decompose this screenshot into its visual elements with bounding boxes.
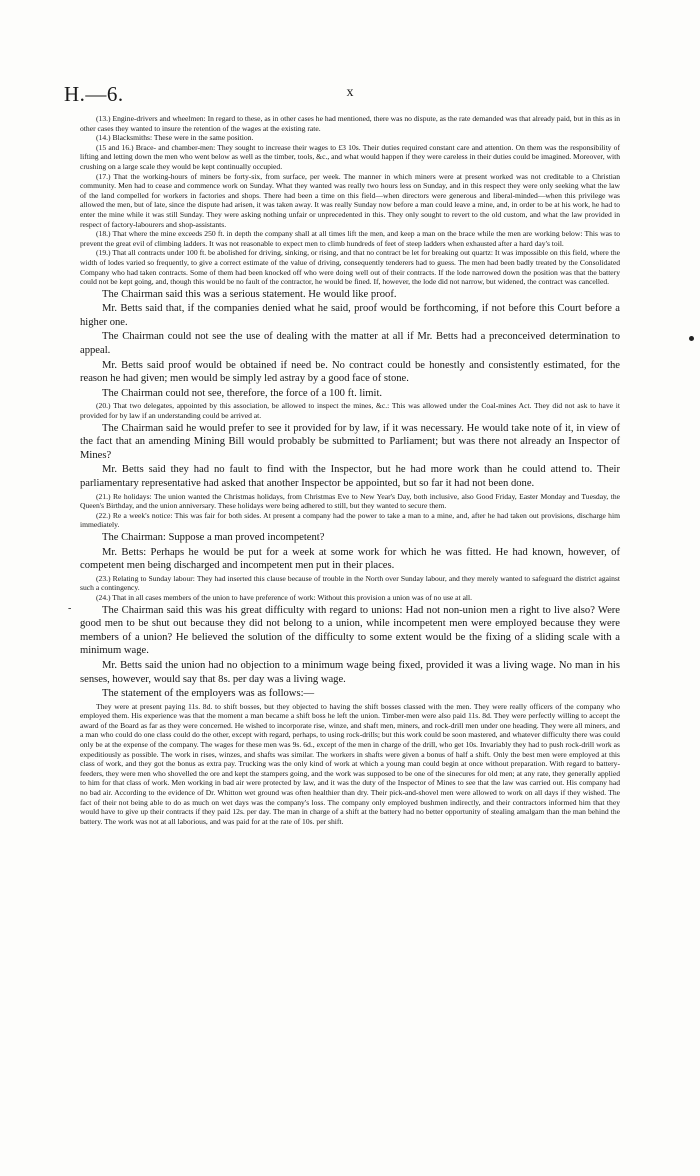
minutes-paragraph: (21.) Re holidays: The union wanted the Christmas holidays, from Christmas Eve to New Year's Day, both inclusive, also Good Friday, Easter Monday and Tuesday, the Queen's Birthday, and the union anniversary. These holidays were being adhered to still, but they wanted to secure them.: [80, 491, 620, 511]
minutes-paragraph: (24.) That in all cases members of the union to have preference of work: Without this provision a union was of no use at all.: [96, 592, 473, 602]
discussion-paragraph: The Chairman said this was a serious statement. He would like proof.: [102, 288, 397, 300]
minutes-paragraph: (14.) Blacksmiths: These were in the same position.: [96, 133, 254, 143]
page-header: [64, 82, 636, 106]
margin-dash: -: [68, 603, 72, 614]
minutes-paragraph: (20.) That two delegates, appointed by this association, be allowed to inspect the mines, &c.: This was allowed under the Coal-mines Act. They did not ask to have it provided for by law if an understanding could be arrived at.: [80, 401, 620, 421]
minutes-paragraph: (15 and 16.) Brace- and chamber-men: They sought to increase their wages to £3 10s. Their duties required constant care and attention. On them was the responsibility of lifting and letting down the men who went below as well as the timber, tools, &c., and what would happen if they were careless in their duties could be imagined. Moreover, with crushing on a large scale they would be kept continually occupied.: [80, 142, 620, 171]
minutes-paragraph: They were at present paying 11s. 8d. to shift bosses, but they objected to having the shift bosses classed with the men. They were really officers of the company who employed them. His experience was that the moment a man became a shift boss he left the union. Timber-men were also paid 11s. 8d. They were perfectly willing to accept the award of the Board as far as they were concerned. He wished to incorporate rise, winze, and shaft men, miners, and rock-drill men under one heading. They were all miners, and a man who could do one class could do the other, except with regard, perhaps, to using rock-drills; but this work could be soon mastered, and whatever difficulty there was could only be at the expense of the company. The wages for these men was 9s. 6d., except of the men in charge of the drill, who get 10s. Invariably they had to push rock-drill work as expeditiously as possible. The work in rises, winzes, and shafts was similar. The workers in shafts were given a bonus of half a shift. Only the best men were employed at this class of work, and they got the bonus as extra pay. Trucking was the only kind of work at which a young man could begin at once without preparation. With regard to battery-feeders, they were men who shovelled the ore and kept the stampers going, and the work was supposed to be one of the sinecures for old men; at any rate, they generally applied to him for that class of work. Men working in bad air were protected by law, and it was the duty of the Inspector of Mines to see that the law was carried out. His company had no bad air. According to the evidence of Dr. Whitton wet ground was often healthier than dry. Their pick-and-shovel men were allowed to work on all days if they wished. The fact of their not being able to do as much on wet days was the company's loss. The company only employed bushmen indirectly, and their contractors informed him that they would have to give up their contracts if they paid 12s. per day. The man in charge of a shift at the battery had no better opportunity of stealing amalgam than the man behind the battery. The work was not at all laborious, and was paid for at the rate of 10s. per shift.: [80, 701, 620, 826]
discussion-paragraph: Mr. Betts said the union had no objection to a minimum wage being fixed, provided it was a living wage. No man in his senses, however, would say that 8s. per day was a living wage.: [80, 659, 620, 685]
discussion-paragraph: The Chairman could not see the use of dealing with the matter at all if Mr. Betts had a preconceived determination to appeal.: [80, 331, 620, 357]
discussion-paragraph: The Chairman said this was his great difficulty with regard to unions: Had not non-union men a right to live also? Were good men to be shut out because they did not belong to a union, while incompetent men were employed because they were members of a union? He believed the solution of the difficulty to some extent would be the fixing of a sliding scale with a minimum wage.: [80, 604, 620, 657]
page-reference: H.—6.: [64, 82, 124, 106]
minutes-paragraph: (19.) That all contracts under 100 ft. be abolished for driving, sinking, or rising, and that no contract be let for breaking out quartz: It was impossible on this field, where the width of lodes varied so frequently, to give a correct estimate of the value of driving, consequently tenderers had to guess. The men had been badly treated by the Consolidated Company who had taken contracts. Some of them had been knocked off who were doing well out of their contracts. If the lode narrowed down the position was that the battery could not be kept going, and, though this would be no fault of the contractor, he would be fined. If, however, the lode did not narrow, but widened, the contract was cancelled.: [80, 248, 620, 287]
minutes-paragraph: (18.) That where the mine exceeds 250 ft. in depth the company shall at all times lift the men, and keep a man on the brace while the men are working below: This was to prevent the great evil of climbing ladders. It was not reasonable to expect men to climb hundreds of feet of steep ladders when exhausted after a hard day's toil.: [80, 229, 620, 248]
minutes-paragraph: (23.) Relating to Sunday labour: They had inserted this clause because of trouble in the North over Sunday labour, and they merely wanted to safeguard the district against such a contingency.: [80, 573, 620, 593]
discussion-paragraph: The Chairman said he would prefer to see it provided for by law, if it was necessary. He would take note of it, in view of the fact that an amending Mining Bill would probably be submitted to Parliament; but was there not already an Inspector of Mines?: [80, 422, 620, 461]
page-number: x: [346, 85, 354, 100]
discussion-paragraph: Mr. Betts: Perhaps he would be put for a week at some work for which he was fitted. He had known, however, of competent men being discharged and incompetent men put in their places.: [80, 546, 620, 572]
discussion-paragraph: The statement of the employers was as follows:—: [102, 688, 315, 700]
minutes-paragraph: (22.) Re a week's notice: This was fair for both sides. At present a company had the power to take a man to a mine, and, after he had taken out provisions, discharge him immediately.: [80, 510, 620, 530]
discussion-paragraph: The Chairman: Suppose a man proved incompetent?: [102, 531, 325, 543]
minutes-paragraph: (17.) That the working-hours of miners be forty-six, from surface, per week. The manner in which miners were at present worked was not creditable to a Christian community. Men had to cease and commence work on Sunday. What they wanted was really two hours less on Sunday, and in this respect they were only seeking what the law of the land compelled for workers in factories and shops. There had been a time on this field—when directors were generous and liberal-minded—when this privilege was allowed the men, but of late, since the dispute had arisen, it was taken away. It was really Sunday now before a man could leave a mine, and, in order to be at his work, he had to enter the mine while it was still Sunday. They were asking nothing unfair or unprecedented in this. They only sought to revert to the old custom, and what the law provided in respect of factory-labourers and shop-assistants.: [80, 171, 620, 229]
discussion-paragraph: Mr. Betts said they had no fault to find with the Inspector, but he had more work than he could attend to. Their parliamentary representative had asked that another Inspector be appointed, but so far it had not been done.: [80, 464, 620, 489]
discussion-paragraph: The Chairman could not see, therefore, the force of a 100 ft. limit.: [102, 387, 383, 399]
margin-mark: [689, 336, 694, 341]
discussion-paragraph: Mr. Betts said proof would be obtained if need be. No contract could be honestly and consistently estimated, for the reason he had given; men would be simply led astray by a good face of stone.: [80, 359, 620, 385]
document-body: [80, 114, 620, 826]
minutes-paragraph: (13.) Engine-drivers and wheelmen: In regard to these, as in other cases he had mentioned, there was no dispute, as the rate demanded was that already paid, but in this as in other cases they wanted to insure the retention of the wages at the existing rate.: [80, 114, 620, 133]
discussion-paragraph: Mr. Betts said that, if the companies denied what he said, proof would be forthcoming, if not before this Court before a higher one.: [80, 303, 620, 328]
